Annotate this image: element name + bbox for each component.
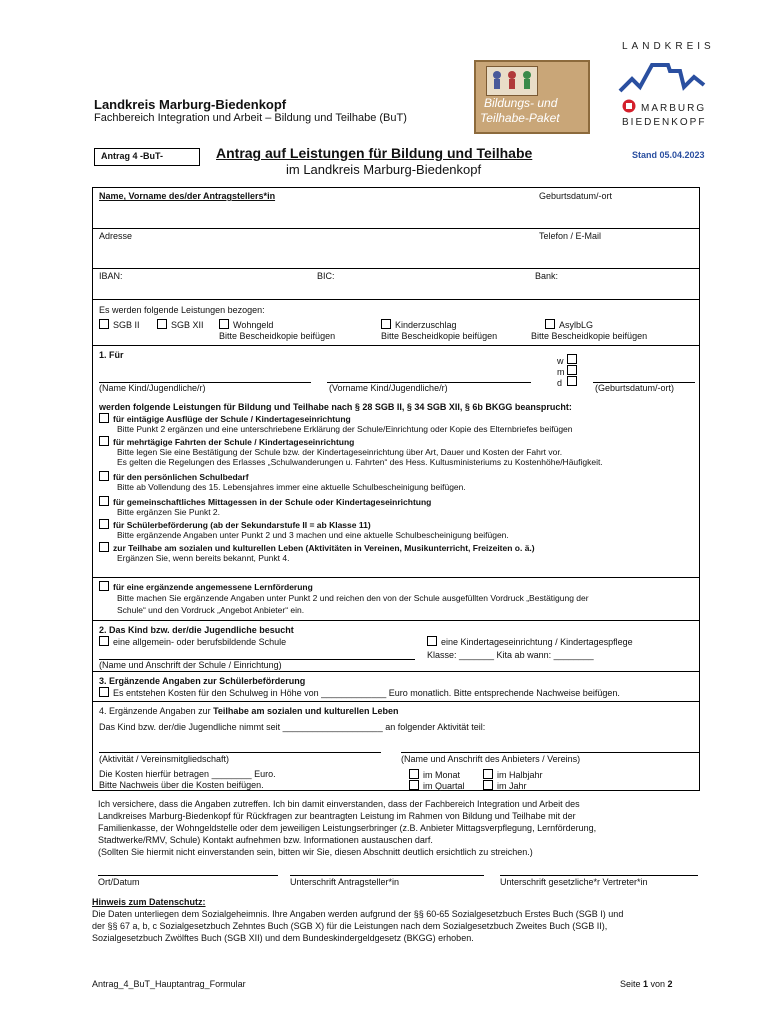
gender-w-label: w <box>557 356 564 366</box>
sig1-label: Unterschrift Antragsteller*in <box>290 877 400 887</box>
services-intro: werden folgende Leistungen für Bildung und Teilhabe nach § 28 SGB II, § 34 SGB XII, § 6b BKGG beansprucht: <box>99 402 572 412</box>
school-option-2[interactable] <box>427 636 633 647</box>
jahr-label: im Jahr <box>497 781 527 791</box>
service-3-title: für den persönlichen Schulbedarf <box>113 472 249 482</box>
activity-label: (Aktivität / Vereinsmitgliedschaft) <box>99 754 230 764</box>
service-3-line: Bitte ab Vollendung des 15. Lebensjahres immer eine aktuelle Schulbescheinigung beifügen. <box>117 482 466 492</box>
footer-page <box>620 979 673 989</box>
sgb2-option[interactable] <box>99 319 140 330</box>
asylblg-option[interactable] <box>545 319 593 330</box>
logo-marburg: MARBURG <box>641 103 707 114</box>
social-heading-bold: Teilhabe am sozialen und kulturellen Leben <box>213 706 399 716</box>
sgb12-option[interactable] <box>157 319 204 330</box>
applicant-row-address <box>93 228 699 269</box>
kinderzuschlag-option[interactable] <box>381 319 457 330</box>
address-label: Adresse <box>99 231 133 241</box>
halbjahr-option[interactable] <box>483 769 543 780</box>
service-6-line: Ergänzen Sie, wenn bereits bekannt, Punkt 4. <box>117 553 290 563</box>
phone-field[interactable] <box>537 242 693 264</box>
footer-page-total: 2 <box>667 979 673 989</box>
school-option-1-label: eine allgemein- oder berufsbildende Schule <box>113 637 287 647</box>
wohngeld-option[interactable] <box>219 319 273 330</box>
asylblg-note: Bitte Bescheidkopie beifügen <box>531 331 648 341</box>
org-title: Landkreis Marburg-Biedenkopf <box>94 97 287 112</box>
landkreis-logo-icon <box>618 57 708 99</box>
service-5-checkbox[interactable] <box>99 519 109 529</box>
kinderzuschlag-label: Kinderzuschlag <box>395 320 457 330</box>
sgb12-checkbox[interactable] <box>157 319 167 329</box>
halbjahr-label: im Halbjahr <box>497 770 543 780</box>
privacy-line-2: der §§ 67 a, b, c Sozialgesetzbuch Zehntes Buch (SGB X) für die Leistungen nach dem Sozialgesetzbuch Zweites Buch (SGB II), <box>92 921 608 931</box>
birth-label: Geburtsdatum/-ort <box>539 191 613 201</box>
sig2-label: Unterschrift gesetzliche*r Vertreter*in <box>500 877 648 887</box>
lernfoerderung-section <box>93 578 699 621</box>
service-2-title: für mehrtägige Fahrten der Schule / Kindertageseinrichtung <box>113 437 355 447</box>
declaration-line-5: (Sollten Sie hiermit nicht einverstanden sein, bitten wir Sie, diesen Abschnitt deutlich ersichtlich zu streichen.) <box>98 847 533 857</box>
social-form <box>92 701 700 791</box>
service-item-6[interactable] <box>99 542 695 563</box>
school-heading: 2. Das Kind bzw. der/die Jugendliche besucht <box>99 625 294 635</box>
lern-title: für eine ergänzende angemessene Lernförderung <box>113 582 313 592</box>
bic-field[interactable] <box>339 271 529 295</box>
ort-label: Ort/Datum <box>98 877 140 887</box>
children-icon <box>487 67 537 95</box>
page-title: Antrag auf Leistungen für Bildung und Teilhabe <box>216 145 533 161</box>
child-birth-label: (Geburtsdatum/-ort) <box>595 383 675 393</box>
school-name-label: (Name und Anschrift der Schule / Einrichtung) <box>99 660 282 670</box>
service-2-line1: Bitte legen Sie eine Bestätigung der Schule bzw. der Kindertageseinrichtung über Art, Dauer und Kosten der Fahrt vor. <box>117 447 563 457</box>
service-1-title: für eintägige Ausflüge der Schule / Kindertageseinrichtung <box>113 414 351 424</box>
footer-page-num: 1 <box>643 979 649 989</box>
service-item-3[interactable] <box>99 471 695 492</box>
wohngeld-note: Bitte Bescheidkopie beifügen <box>219 331 336 341</box>
lern-line2: Schule“ und den Vordruck „Angebot Anbieter“ ein. <box>117 605 305 615</box>
service-item-5[interactable] <box>99 519 695 540</box>
sgb2-label: SGB II <box>113 320 140 330</box>
service-4-line: Bitte ergänzen Sie Punkt 2. <box>117 507 221 517</box>
transport-text: Es entstehen Kosten für den Schulweg in Höhe von _____________ Euro monatlich. Bitte entsprechende Nachweise beifügen. <box>113 688 620 698</box>
phone-label: Telefon / E-Mail <box>539 231 602 241</box>
declaration-line-4: Stadtwerke/RMV, Schule) Kontakt aufnehmen bzw. Informationen austauschen darf. <box>98 835 433 845</box>
quartal-label: im Quartal <box>423 781 465 791</box>
child-heading: 1. Für <box>99 350 124 360</box>
but-logo <box>474 60 590 134</box>
provider-line[interactable] <box>401 752 699 753</box>
but-logo-text2: Teilhabe-Paket <box>480 111 560 125</box>
gender-m-checkbox[interactable] <box>567 365 577 375</box>
cost-line[interactable]: Die Kosten hierfür betragen ________ Euro. <box>99 769 276 779</box>
lern-checkbox[interactable] <box>99 581 109 591</box>
service-item-2[interactable] <box>99 436 695 467</box>
wohngeld-label: Wohngeld <box>233 320 274 330</box>
service-5-line: Bitte ergänzende Angaben unter Punkt 2 und 3 machen und eine aktuelle Schulbescheinigung beifügen. <box>117 530 509 540</box>
declaration-line-2: Landkreises Marburg-Biedenkopf für Rückfragen zur beantragten Leistung im Rahmen von Bildung und Teilhabe mit der <box>98 811 576 821</box>
kinderzuschlag-checkbox[interactable] <box>381 319 391 329</box>
privacy-note <box>92 896 702 944</box>
child-name-label: (Name Kind/Jugendliche/r) <box>99 383 206 393</box>
service-item-4[interactable] <box>99 496 695 517</box>
service-6-checkbox[interactable] <box>99 542 109 552</box>
school-option-2-label: eine Kindertageseinrichtung / Kindertagespflege <box>441 637 633 647</box>
gender-d-checkbox[interactable] <box>567 376 577 386</box>
privacy-line-3: Sozialgesetzbuch Zwölftes Buch (SGB XII) und dem Bundeskindergeldgesetz (BKGG) erhoben. <box>92 933 474 943</box>
child-firstname-label: (Vorname Kind/Jugendliche/r) <box>329 383 448 393</box>
service-1-checkbox[interactable] <box>99 413 109 423</box>
landkreis-label: LANDKREIS <box>622 41 715 52</box>
sig1-line[interactable] <box>290 875 484 876</box>
quartal-checkbox[interactable] <box>409 780 419 790</box>
stand-date: Stand 05.04.2023 <box>632 150 705 160</box>
transport-heading: 3. Ergänzende Angaben zur Schülerbeförderung <box>99 676 306 686</box>
benefits-intro: Es werden folgende Leistungen bezogen: <box>99 305 265 315</box>
declaration-line-3: Familienkasse, der Wohngeldstelle oder dem jeweiligen Leistungserbringer (z.B. Anbieter Mittagsverpflegung, Lernförderung, <box>98 823 597 833</box>
bank-label: Bank: <box>535 271 559 281</box>
logo-biedenkopf: BIEDENKOPF <box>622 117 707 128</box>
asylblg-checkbox[interactable] <box>545 319 555 329</box>
wohngeld-checkbox[interactable] <box>219 319 229 329</box>
transport-option[interactable] <box>99 687 620 698</box>
monat-option[interactable] <box>409 769 460 780</box>
marburg-emblem-icon <box>622 99 636 113</box>
gender-w-checkbox[interactable] <box>567 354 577 364</box>
klasse-line[interactable]: Klasse: _______ Kita ab wann: ________ <box>427 650 594 660</box>
service-3-checkbox[interactable] <box>99 471 109 481</box>
bank-field[interactable] <box>563 271 693 295</box>
name-field[interactable] <box>97 202 527 224</box>
service-2-checkbox[interactable] <box>99 436 109 446</box>
sgb12-label: SGB XII <box>171 320 204 330</box>
kita-checkbox[interactable] <box>427 636 437 646</box>
gender-m-label: m <box>557 367 565 377</box>
org-subtitle: Fachbereich Integration und Arbeit – Bildung und Teilhabe (BuT) <box>94 112 407 124</box>
page-subtitle: im Landkreis Marburg-Biedenkopf <box>286 162 482 177</box>
applicant-row-name <box>93 187 699 229</box>
privacy-line-1: Die Daten unterliegen dem Sozialgeheimnis. Ihre Angaben werden aufgrund der §§ 60-65 Sozialgesetzbuch Erstes Buch (SGB I) und <box>92 909 624 919</box>
monat-checkbox[interactable] <box>409 769 419 779</box>
birth-field[interactable] <box>537 202 693 224</box>
bic-label: BIC: <box>317 271 335 281</box>
iban-label: IBAN: <box>99 271 123 281</box>
halbjahr-checkbox[interactable] <box>483 769 493 779</box>
lern-option[interactable] <box>99 581 313 592</box>
iban-field[interactable] <box>123 271 313 295</box>
transport-checkbox[interactable] <box>99 687 109 697</box>
jahr-checkbox[interactable] <box>483 780 493 790</box>
privacy-heading: Hinweis zum Datenschutz: <box>92 897 206 907</box>
school-checkbox[interactable] <box>99 636 109 646</box>
sig2-line[interactable] <box>500 875 698 876</box>
address-field[interactable] <box>97 242 527 264</box>
sgb2-checkbox[interactable] <box>99 319 109 329</box>
antrag-code: Antrag 4 -BuT- <box>94 148 200 166</box>
quartal-option[interactable] <box>409 780 465 791</box>
monat-label: im Monat <box>423 770 461 780</box>
footer-page-mid: von <box>648 979 668 989</box>
jahr-option[interactable] <box>483 780 527 791</box>
name-label: Name, Vorname des/der Antragstellers*in <box>99 191 276 201</box>
lern-line1: Bitte machen Sie ergänzende Angaben unter Punkt 2 und reichen den von der Schule ausgefüllten Vordruck „Bestätigung der <box>117 593 589 603</box>
kinderzuschlag-note: Bitte Bescheidkopie beifügen <box>381 331 498 341</box>
applicant-row-bank <box>93 269 699 300</box>
service-5-title: für Schülerbeförderung (ab der Sekundarstufe II = ab Klasse 11) <box>113 520 371 530</box>
but-logo-image <box>486 66 538 96</box>
activity-line[interactable] <box>99 752 381 753</box>
provider-label: (Name und Anschrift des Anbieters / Vereins) <box>401 754 581 764</box>
ort-line[interactable] <box>98 875 278 876</box>
declaration <box>98 798 698 858</box>
benefits-section <box>93 300 699 346</box>
footer-page-prefix: Seite <box>620 979 644 989</box>
footer-filename: Antrag_4_BuT_Hauptantrag_Formular <box>92 979 246 989</box>
declaration-line-1: Ich versichere, dass die Angaben zutreffen. Ich bin damit einverstanden, dass der Fachbereich Integration und Arbeit des <box>98 799 580 809</box>
service-item-1[interactable] <box>99 413 695 434</box>
social-heading <box>99 706 398 716</box>
service-4-title: für gemeinschaftliches Mittagessen in der Schule oder Kindertageseinrichtung <box>113 497 432 507</box>
service-4-checkbox[interactable] <box>99 496 109 506</box>
service-2-line2: Es gelten die Regelungen des Erlasses „Schulwanderungen u. Fahrten“ des Hess. Kultusministeriums zu Kostenhöhe/Häufigkeit. <box>117 457 603 467</box>
transport-section <box>93 672 699 701</box>
service-1-line: Bitte Punkt 2 ergänzen und eine unterschriebene Erklärung der Schule/Einrichtung oder Kopie des Elternbriefes beifügen <box>117 424 573 434</box>
but-logo-text1: Bildungs- und <box>484 96 558 110</box>
service-6-title: zur Teilhabe am sozialen und kulturellen Leben (Aktivitäten in Vereinen, Musikunterricht, Freizeiten o. ä.) <box>113 543 535 553</box>
gender-d-label: d <box>557 378 563 388</box>
school-section <box>93 621 699 672</box>
asylblg-label: AsylbLG <box>559 320 594 330</box>
application-form <box>92 187 700 701</box>
proof-line: Bitte Nachweis über die Kosten beifügen. <box>99 780 264 790</box>
social-heading-prefix: 4. Ergänzende Angaben zur <box>99 706 214 716</box>
child-services-section <box>93 346 699 578</box>
school-option-1[interactable] <box>99 636 286 647</box>
social-line1[interactable]: Das Kind bzw. der/die Jugendliche nimmt seit ____________________ an folgender Aktivität teil: <box>99 722 486 732</box>
